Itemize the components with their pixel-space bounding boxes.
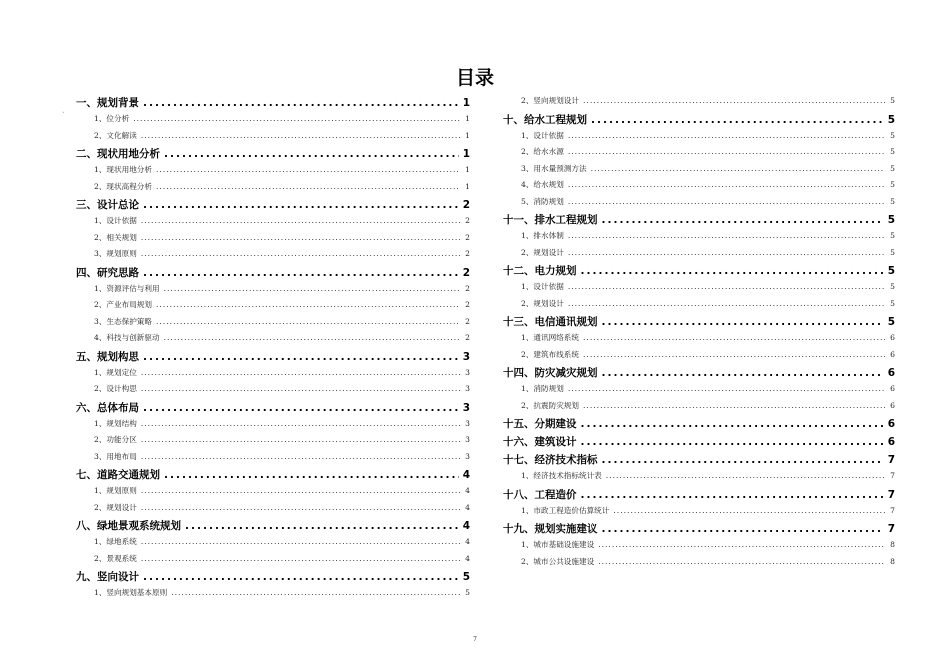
toc-section-entry[interactable] [503,539,895,556]
toc-entry-page: 1 [462,148,470,160]
toc-entry-page: 6 [887,418,895,430]
toc-entry-label: 十九、规划实施建议 [503,523,598,535]
toc-section-entry[interactable] [76,248,470,265]
toc-entry-label: 十一、排水工程规划 [503,214,598,226]
toc-section-entry[interactable] [503,130,895,147]
toc-leader-dots [583,401,885,410]
toc-leader-dots [156,182,460,191]
toc-section-entry[interactable] [76,299,470,316]
toc-section-entry[interactable] [503,196,895,213]
toc-section-entry[interactable] [503,163,895,180]
toc-leader-dots [568,282,885,291]
toc-entry-page: 3 [465,451,470,461]
toc-leader-dots [583,96,885,105]
toc-section-entry[interactable] [503,349,895,366]
toc-entry-page: 7 [887,523,895,535]
toc-section-entry[interactable] [76,485,470,502]
toc-entry-page: 3 [465,418,470,428]
toc-entry-page: 5 [462,571,470,583]
toc-leader-dots [164,469,459,481]
toc-chapter-entry[interactable] [76,518,470,536]
toc-section-entry[interactable] [76,215,470,232]
toc-section-entry[interactable] [76,332,470,349]
toc-section-entry[interactable] [76,232,470,249]
toc-leader-dots [156,300,460,309]
toc-chapter-entry[interactable] [503,365,895,383]
toc-section-entry[interactable] [503,247,895,264]
toc-leader-dots [568,197,885,206]
toc-entry-label: 十五、分期建设 [503,418,577,430]
toc-entry-page: 2 [462,266,470,279]
toc-right-column [503,95,895,572]
toc-leader-dots [143,199,459,211]
toc-chapter-entry[interactable] [76,467,470,485]
toc-leader-dots [164,284,460,293]
toc-leader-dots [143,267,459,279]
toc-leader-dots [568,147,885,156]
toc-entry-page: 5 [890,96,895,105]
toc-section-entry[interactable] [76,130,470,147]
toc-chapter-entry[interactable] [503,263,895,281]
toc-entry-page: 6 [890,333,895,342]
toc-leader-dots [141,435,460,444]
toc-entry-label: 十四、防灾减灾规划 [503,367,598,379]
toc-chapter-entry[interactable] [503,416,895,434]
toc-entry-page: 5 [887,214,895,226]
toc-entry-label: 2、相关规划 [94,232,137,242]
toc-entry-page: 2 [462,199,470,211]
toc-leader-dots [581,436,884,448]
toc-leader-dots [583,333,885,342]
toc-entry-page: 6 [887,436,895,448]
toc-entry-label: 2、建筑布线系统 [521,349,579,359]
toc-section-entry[interactable] [503,505,895,522]
toc-leader-dots [141,419,460,428]
toc-chapter-entry[interactable] [76,265,470,283]
toc-section-entry[interactable] [76,502,470,519]
toc-entry-label: 2、规划设计 [521,247,564,257]
toc-leader-dots [141,384,460,393]
toc-entry-label: 2、给水水源 [521,147,564,156]
toc-entry-page: 6 [890,384,895,393]
toc-section-entry[interactable] [76,367,470,384]
toc-entry-page: 2 [465,283,470,293]
toc-entry-label: 2、抗震防灾规划 [521,400,579,410]
toc-leader-dots [156,165,460,174]
toc-chapter-entry[interactable] [503,452,895,470]
toc-leader-dots [568,248,885,257]
toc-entry-page: 5 [890,147,895,156]
toc-leader-dots [606,471,885,480]
toc-entry-label: 3、生态保护策略 [94,316,152,326]
toc-leader-dots [568,384,885,393]
toc-entry-page: 4 [465,553,470,563]
page-title: 目录 [455,67,494,89]
toc-entry-page: 6 [890,400,895,410]
toc-section-entry[interactable] [503,230,895,247]
toc-entry-label: 九、竖向设计 [76,571,139,583]
toc-leader-dots [141,503,460,512]
toc-left-column [76,95,470,604]
toc-entry-page: 2 [465,232,470,242]
toc-entry-page: 3 [465,435,470,444]
toc-entry-page: 5 [890,298,895,308]
toc-entry-page: 7 [890,471,895,480]
toc-leader-dots [581,418,884,430]
toc-section-entry[interactable] [503,400,895,417]
toc-entry-page: 7 [890,505,895,515]
toc-entry-label: 1、绿地系统 [94,537,137,546]
toc-leader-dots [568,231,885,240]
toc-entry-label: 三、设计总论 [76,199,139,211]
page-number: 7 [473,636,477,643]
toc-leader-dots [583,350,885,359]
toc-entry-label: 四、研究思路 [76,266,139,279]
toc-entry-page: 1 [462,97,470,109]
toc-leader-dots [164,333,460,342]
toc-chapter-entry[interactable] [503,487,895,505]
toc-entry-label: 十八、工程造价 [503,488,577,501]
toc-entry-label: 1、竖向规划基本原则 [94,588,168,597]
toc-entry-page: 8 [890,556,895,566]
toc-leader-dots [141,131,460,140]
toc-entry-label: 十三、电信通讯规划 [503,316,598,328]
toc-entry-label: 2、功能分区 [94,435,137,444]
toc-entry-page: 5 [465,588,470,597]
toc-leader-dots [602,316,884,328]
toc-chapter-entry[interactable] [76,400,470,418]
toc-entry-label: 3、规划原则 [94,249,137,258]
toc-leader-dots [598,557,885,566]
toc-section-entry[interactable] [503,470,895,487]
toc-entry-label: 一、规划背景 [76,97,139,109]
toc-entry-label: 2、竖向规划设计 [521,96,579,105]
toc-chapter-entry[interactable] [503,314,895,332]
toc-entry-label: 十七、经济技术指标 [503,454,598,466]
toc-leader-dots [602,523,884,535]
toc-entry-label: 七、道路交通规划 [76,469,160,481]
toc-chapter-entry[interactable] [503,212,895,230]
toc-entry-page: 5 [890,196,895,206]
toc-section-entry[interactable] [503,298,895,315]
toc-entry-label: 1、位分析 [94,114,130,123]
toc-leader-dots [171,588,460,597]
toc-entry-label: 1、通讯网络系统 [521,333,579,342]
toc-section-entry[interactable] [76,434,470,451]
toc-entry-label: 1、经济技术指标统计表 [521,471,602,480]
toc-leader-dots [141,216,460,225]
toc-entry-page: 4 [462,469,470,481]
toc-entry-label: 2、现状高程分析 [94,181,152,191]
toc-section-entry[interactable] [76,181,470,198]
toc-entry-page: 6 [890,349,895,359]
toc-entry-page: 7 [887,454,895,466]
toc-leader-dots [568,180,885,189]
toc-leader-dots [141,554,460,563]
corner-mark: ` [62,112,65,119]
toc-entry-label: 1、设计依据 [521,130,564,140]
toc-entry-label: 1、规划结构 [94,418,137,428]
toc-entry-label: 六、总体布局 [76,401,139,414]
toc-leader-dots [141,486,460,495]
toc-section-entry[interactable] [76,587,470,604]
toc-entry-page: 5 [890,180,895,189]
toc-section-entry[interactable] [76,164,470,181]
toc-section-entry[interactable] [503,179,895,196]
toc-section-entry[interactable] [503,281,895,298]
toc-entry-label: 1、城市基础设施建设 [521,540,595,549]
toc-entry-label: 1、规划定位 [94,367,137,377]
toc-entry-page: 1 [465,130,470,140]
toc-leader-dots [156,317,460,326]
toc-section-entry[interactable] [503,332,895,349]
toc-entry-label: 5、消防规划 [521,196,564,206]
toc-section-entry[interactable] [503,556,895,573]
toc-entry-label: 1、规划原则 [94,486,137,495]
toc-entry-page: 8 [890,540,895,549]
toc-entry-page: 5 [890,247,895,257]
toc-entry-label: 1、设计依据 [521,282,564,291]
toc-entry-label: 十二、电力规划 [503,265,577,277]
toc-chapter-entry[interactable] [76,569,470,587]
toc-entry-label: 2、景观系统 [94,553,137,563]
toc-section-entry[interactable] [503,95,895,112]
toc-leader-dots [602,214,884,226]
toc-entry-page: 3 [462,350,470,363]
toc-entry-page: 5 [890,130,895,140]
toc-chapter-entry[interactable] [503,434,895,452]
toc-section-entry[interactable] [76,113,470,130]
toc-entry-page: 4 [465,486,470,495]
toc-leader-dots [581,265,884,277]
toc-entry-page: 4 [462,520,470,532]
toc-entry-page: 2 [465,249,470,258]
toc-entry-page: 2 [465,216,470,225]
toc-entry-label: 2、规划设计 [94,502,137,512]
toc-section-entry[interactable] [76,553,470,570]
toc-leader-dots [143,571,459,583]
toc-leader-dots [141,537,460,546]
toc-section-entry[interactable] [76,418,470,435]
toc-entry-label: 2、文化解读 [94,130,137,140]
toc-entry-page: 5 [887,113,895,126]
toc-entry-page: 4 [465,537,470,546]
toc-entry-label: 3、用地布局 [94,451,137,461]
toc-leader-dots [141,452,460,461]
toc-entry-page: 3 [465,384,470,393]
toc-chapter-entry[interactable] [76,146,470,164]
toc-chapter-entry[interactable] [76,95,470,113]
toc-entry-label: 2、城市公共设施建设 [521,556,595,566]
toc-entry-label: 1、设计依据 [94,216,137,225]
toc-entry-page: 6 [887,367,895,379]
toc-entry-label: 2、规划设计 [521,298,564,308]
toc-leader-dots [613,506,885,515]
toc-entry-page: 3 [462,401,470,414]
toc-section-entry[interactable] [76,283,470,300]
toc-section-entry[interactable] [503,383,895,400]
toc-leader-dots [133,114,460,123]
toc-leader-dots [598,540,885,549]
toc-entry-label: 1、市政工程造价估算统计 [521,505,610,515]
toc-entry-label: 1、现状用地分析 [94,165,152,174]
toc-leader-dots [581,489,884,501]
toc-leader-dots [143,97,459,109]
toc-leader-dots [143,351,459,363]
toc-chapter-entry[interactable] [76,349,470,367]
toc-leader-dots [141,233,460,242]
toc-entry-label: 3、用水量预测方法 [521,163,587,173]
toc-entry-page: 1 [465,165,470,174]
toc-leader-dots [568,299,885,308]
toc-leader-dots [164,148,459,160]
toc-entry-label: 1、资源评估与利用 [94,283,160,293]
toc-entry-page: 5 [890,163,895,173]
toc-entry-page: 5 [890,231,895,240]
toc-section-entry[interactable] [76,383,470,400]
toc-leader-dots [591,114,884,126]
toc-section-entry[interactable] [76,316,470,333]
toc-entry-label: 十六、建筑设计 [503,436,577,448]
toc-entry-page: 1 [465,114,470,123]
toc-leader-dots [591,164,885,173]
toc-section-entry[interactable] [76,451,470,468]
toc-leader-dots [602,367,884,379]
toc-section-entry[interactable] [76,536,470,553]
toc-entry-page: 5 [887,265,895,277]
toc-chapter-entry[interactable] [76,197,470,215]
toc-entry-label: 4、给水规划 [521,180,564,189]
toc-entry-page: 5 [890,282,895,291]
toc-entry-page: 5 [887,316,895,328]
toc-entry-label: 五、规划构思 [76,350,139,363]
toc-entry-label: 1、排水体制 [521,231,564,240]
toc-entry-page: 4 [465,502,470,512]
toc-entry-page: 2 [465,300,470,309]
toc-entry-page: 7 [887,488,895,501]
toc-leader-dots [602,454,884,466]
toc-entry-label: 1、消防规划 [521,384,564,393]
toc-entry-label: 4、科技与创新驱动 [94,333,160,342]
toc-leader-dots [185,520,459,532]
toc-entry-label: 2、设计构思 [94,384,137,393]
toc-entry-page: 2 [465,333,470,342]
toc-entry-label: 2、产业布局规划 [94,300,152,309]
toc-leader-dots [141,368,460,377]
toc-entry-page: 2 [465,316,470,326]
toc-chapter-entry[interactable] [503,521,895,539]
toc-leader-dots [143,402,459,414]
toc-entry-page: 1 [465,181,470,191]
toc-entry-page: 3 [465,367,470,377]
toc-leader-dots [141,249,460,258]
toc-entry-label: 二、现状用地分析 [76,148,160,160]
toc-section-entry[interactable] [503,146,895,163]
toc-chapter-entry[interactable] [503,112,895,130]
toc-entry-label: 八、绿地景观系统规划 [76,520,181,532]
toc-entry-label: 十、给水工程规划 [503,113,587,126]
toc-leader-dots [568,131,885,140]
